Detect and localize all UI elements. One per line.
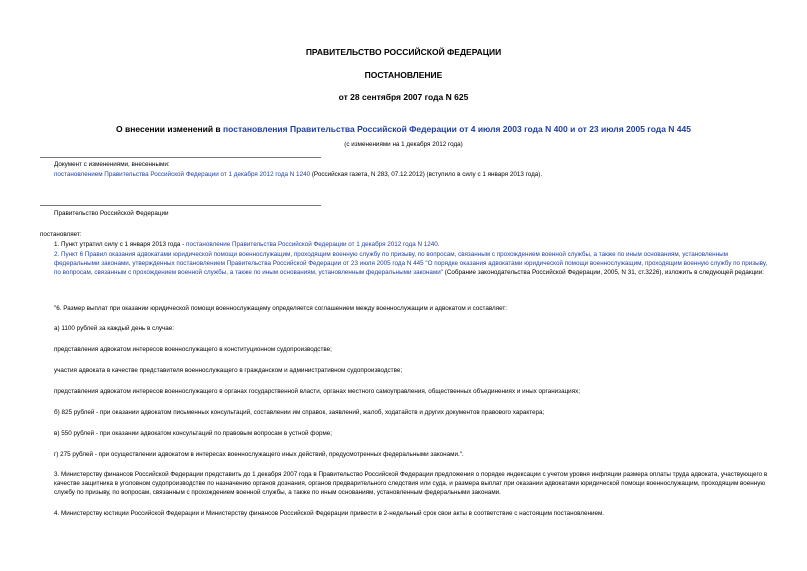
quote-item-b: б) 825 рублей - при оказании адвокатом письменных консультаций, составлении им справок, заявлений, жалоб, ходатайств и других документов правового характера; bbox=[54, 409, 545, 416]
doc-type-heading: ПОСТАНОВЛЕНИЕ bbox=[364, 70, 443, 80]
divider-top bbox=[40, 157, 321, 158]
p2-link[interactable]: 2. Пункт 6 Правил оказания адвокатами юридической помощи военнослужащим, проходящим военную службу по призыву, по вопросам, связанным с прохождением военной службы, а также по иным основаниям, установленным федеральными законами, утвержденных постановлением Правительства Российской Федерации от 23 июля 2005 года N 445 "О порядке оказания адвокатами юридической помощи военнослужащим, проходящим военную службу по призыву, по вопросам, связанным с прохождением военной службы, а также по иным основаниям, установленным федеральными законами" bbox=[54, 251, 768, 276]
author-line: Правительство Российской Федерации bbox=[54, 210, 169, 217]
subject-prefix: О внесении изменений в bbox=[116, 124, 224, 134]
amend-tail: (Российская газета, N 283, 07.12.2012) (вступило в силу с 1 января 2013 года). bbox=[310, 171, 543, 178]
subject-link[interactable]: постановления Правительства Российской Федерации от 4 июля 2003 года N 400 и от 23 июля 2005 года N 445 bbox=[223, 124, 691, 134]
paragraph-2 bbox=[54, 250, 772, 277]
quote-item-a2: участия адвоката в качестве представителя военнослужащего в гражданском и административном судопроизводстве; bbox=[54, 367, 403, 374]
quote-item-c: в) 550 рублей - при оказании адвокатом консультаций по правовым вопросам в устной форме; bbox=[54, 430, 333, 437]
subject-heading bbox=[0, 124, 807, 134]
decides-line: постановляет: bbox=[40, 231, 82, 238]
date-number-heading: от 28 сентября 2007 года N 625 bbox=[338, 92, 469, 102]
divider-bottom bbox=[40, 205, 321, 206]
p1-link[interactable]: постановление Правительства Российской Федерации от 1 декабря 2012 года N 1240 bbox=[186, 241, 438, 248]
quote-item-a3: представления адвокатом интересов военнослужащего в органах государственной власти, органах местного самоуправления, общественных объединениях и иных организациях; bbox=[54, 388, 581, 395]
amend-line bbox=[54, 170, 542, 179]
quote-intro: "6. Размер выплат при оказании юридической помощи военнослужащему определяется соглашением между военнослужащим и адвокатом и составляет: bbox=[54, 305, 508, 312]
amend-link[interactable]: постановлением Правительства Российской Федерации от 1 декабря 2012 года N 1240 bbox=[54, 171, 311, 178]
revision-note: (с изменениями на 1 декабря 2012 года) bbox=[344, 141, 463, 148]
issuer-heading: ПРАВИТЕЛЬСТВО РОССИЙСКОЙ ФЕДЕРАЦИИ bbox=[305, 47, 502, 57]
amend-label: Документ с изменениями, внесенными: bbox=[54, 161, 170, 168]
quote-item-a1: представления адвокатом интересов военнослужащего в конституционном судопроизводстве; bbox=[54, 346, 332, 353]
paragraph-3: 3. Министерству финансов Российской Федерации представить до 1 декабря 2007 года в Правительство Российской Федерации предложения о порядке индексации с учетом уровня инфляции размера оплаты труда адвоката, участвующего в качестве защитника в уголовном судопроизводстве по назначению органов дознания, органов предварительного следствия или суда, и размера выплат при оказании адвокатами юридической помощи военнослужащим, проходящим военную службу по призыву, по вопросам, связанным с прохождением военной службы, а также по иным основаниям, установленным федеральными законами. bbox=[54, 471, 768, 496]
p2-tail: (Собрание законодательства Российской Федерации, 2005, N 31, ст.3226), изложить в следующей редакции: bbox=[442, 269, 764, 276]
p1-text: 1. Пункт утратил силу с 1 января 2013 года - bbox=[54, 241, 187, 248]
paragraph-4: 4. Министерству юстиции Российской Федерации и Министерству финансов Российской Федерации привести в 2-недельный срок свои акты в соответствие с настоящим постановлением. bbox=[54, 510, 605, 517]
p1-end: . bbox=[437, 241, 440, 248]
quote-item-a: а) 1100 рублей за каждый день в случае: bbox=[54, 325, 175, 332]
quote-item-d: г) 275 рублей - при осуществлении адвокатом в интересах военнослужащего иных действий, предусмотренных федеральными законами.". bbox=[54, 451, 464, 458]
paragraph-1 bbox=[54, 240, 440, 249]
